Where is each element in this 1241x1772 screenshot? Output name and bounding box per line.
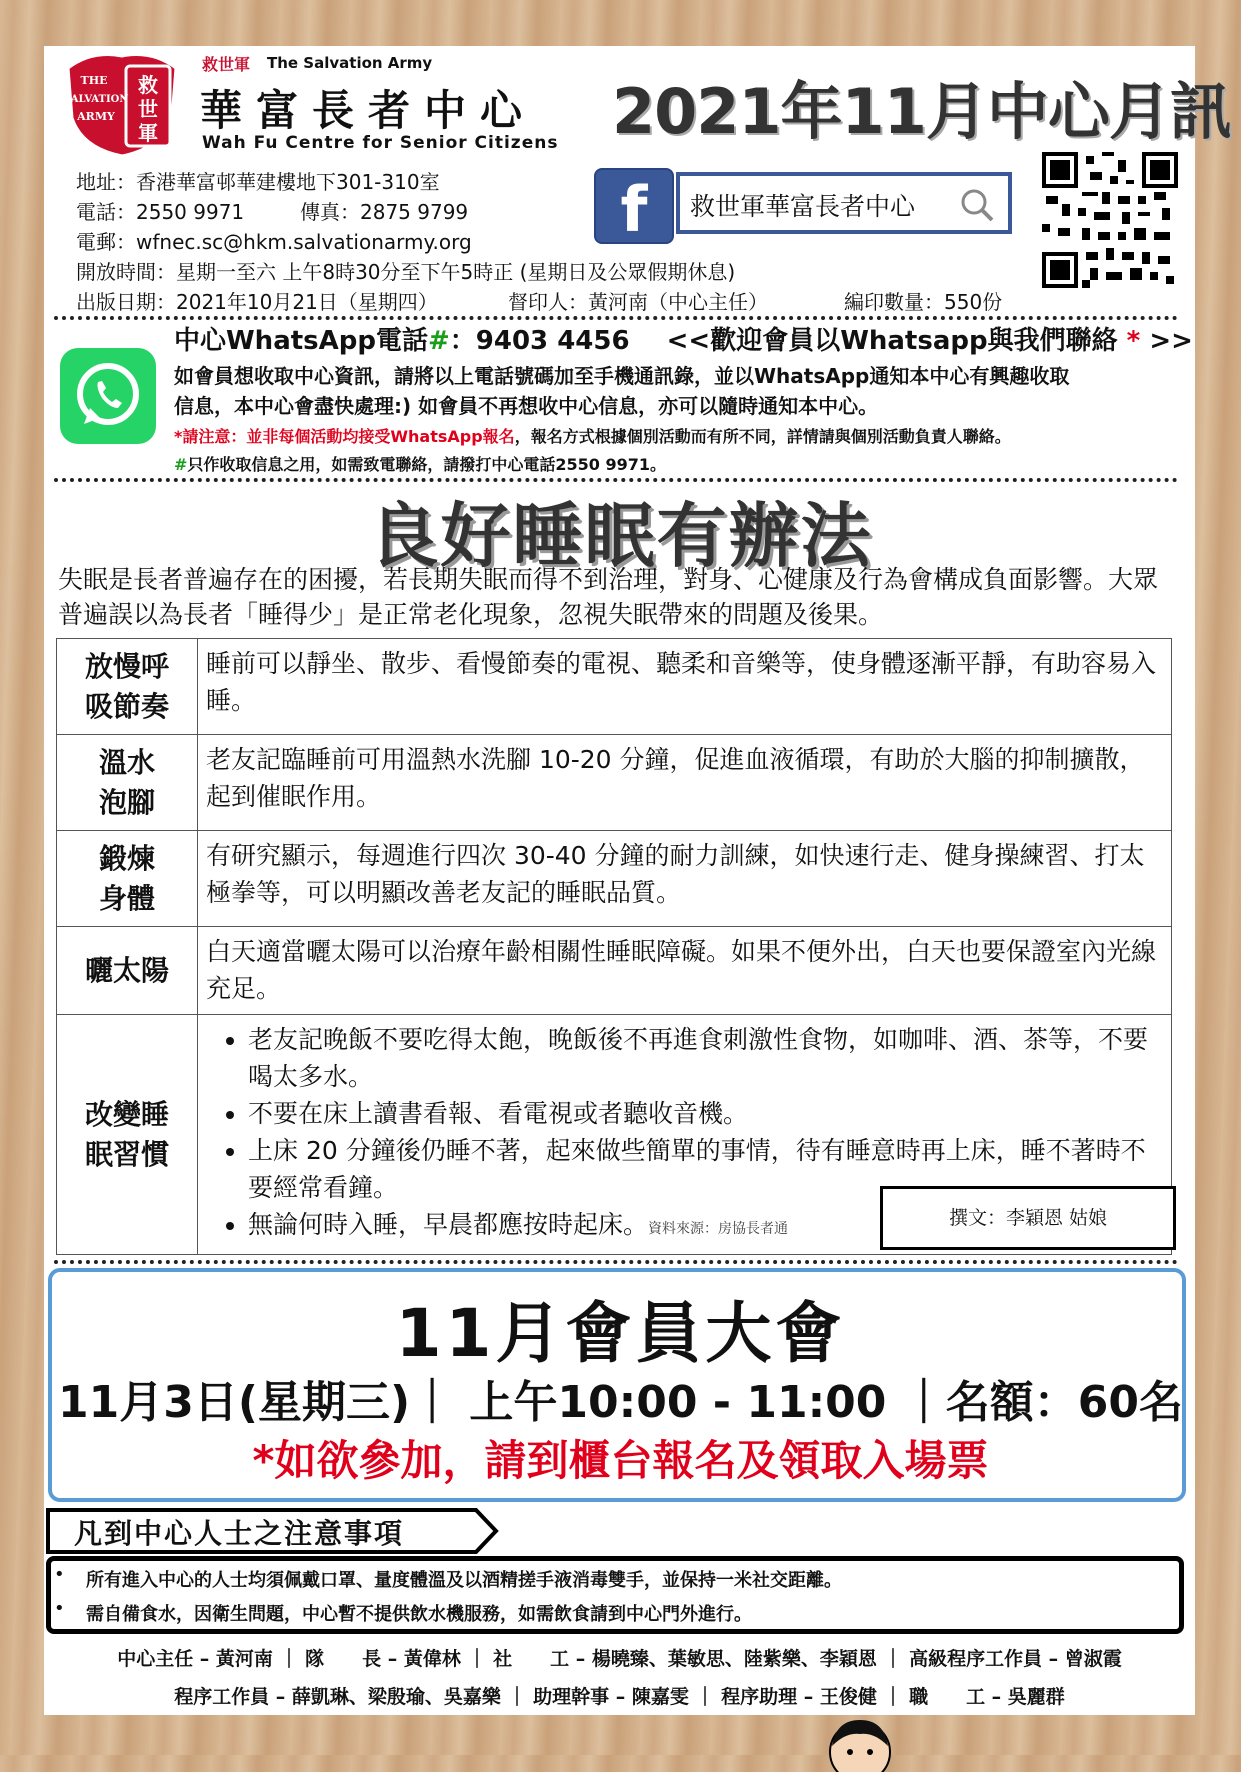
note2-rest: 只作收取信息之用，如需致電聯絡，請撥打中心電話2550 9971。	[187, 455, 667, 474]
table-row	[57, 735, 1172, 831]
welcome-text: <<歡迎會員以Whatsapp與我們聯絡	[666, 326, 1127, 356]
address: 地址：香港華富邨華建樓地下301-310室	[76, 170, 440, 194]
note-red: 並非每個活動均接受WhatsApp報名	[246, 427, 515, 446]
tip-label-line: 改變睡	[84, 1097, 169, 1131]
tip-label-line: 鍛煉	[98, 841, 155, 875]
tip-label-line: 身體	[98, 881, 155, 915]
table-row	[57, 927, 1172, 1015]
publish-date: 出版日期：2021年10月21日（星期四）	[76, 290, 438, 314]
divider	[54, 1260, 1178, 1264]
tip-text: 有研究顯示，每週進行四次 30-40 分鐘的耐力訓練，如快速行走、健身操練習、打太極拳等，可以明顯改善老友記的睡眠品質。	[198, 831, 1172, 927]
whatsapp-hash: #	[427, 326, 450, 356]
tip-text: 睡前可以靜坐、散步、看慢節奏的電視、聽柔和音樂等，使身體逐漸平靜，有助容易入睡。	[198, 639, 1172, 735]
tip-label-line: 吸節奏	[84, 689, 169, 723]
tip-label-line: 泡腳	[98, 785, 155, 819]
whatsapp-line-1: 如會員想收取中心資訊，請將以上電話號碼加至手機通訊錄，並以WhatsApp通知本中心有興趣收取	[174, 364, 1070, 388]
notice-title: 凡到中心人士之注意事項	[74, 1517, 405, 1550]
whatsapp-note-1	[174, 424, 1011, 447]
tip-label-line: 放慢呼	[84, 649, 169, 683]
list-item: • 上床 20 分鐘後仍睡不著，起來做些簡單的事情，待有睡意時再上床，睡不著時不要經常看鐘。	[248, 1132, 1163, 1206]
tip-label	[57, 735, 198, 831]
tip-label-line: 曬太陽	[84, 953, 169, 987]
center-name-zh: 華富長者中心	[200, 86, 537, 135]
table-row	[57, 639, 1172, 735]
center-name-en: Wah Fu Centre for Senior Citizens	[202, 133, 559, 153]
svg-text:THE: THE	[80, 74, 108, 87]
welcome-star: *	[1126, 326, 1141, 356]
svg-text:救: 救	[138, 73, 158, 97]
table-row	[57, 831, 1172, 927]
svg-text:ARMY: ARMY	[77, 110, 115, 123]
note-star: *請注意：	[174, 427, 247, 446]
notice-item: 所有進入中心的人士均須佩戴口罩、量度體溫及以酒精搓手液消毒雙手，並保持一米社交距離。	[86, 1570, 842, 1591]
phone: 電話：2550 9971	[76, 200, 245, 224]
supervisor: 督印人：黃河南（中心主任）	[508, 290, 768, 314]
tip-text: 白天適當曬太陽可以治療年齡相關性睡眠障礙。如果不便外出，白天也要保證室內光線充足。	[198, 927, 1172, 1015]
tip-label-line: 溫水	[98, 745, 155, 779]
note2-hash: #	[174, 455, 188, 474]
fax: 傳真：2875 9799	[300, 200, 469, 224]
email[interactable]: 電郵：wfnec.sc@hkm.salvationarmy.org	[76, 230, 472, 254]
bullet: •	[54, 1598, 65, 1619]
author-box: 撰文：李穎恩 姑娘	[880, 1186, 1176, 1250]
tip-label	[57, 927, 198, 1015]
svg-text:軍: 軍	[138, 121, 158, 145]
whatsapp-icon[interactable]	[60, 348, 156, 444]
meeting-detail: 11月3日(星期三)｜ 上午10:00 - 11:00 ｜名額：60名	[58, 1377, 1183, 1428]
whatsapp-line-2: 信息，本中心會盡快處理:) 如會員不再想收中心信息，亦可以隨時通知本中心。	[174, 394, 879, 418]
whatsapp-note-2	[174, 452, 666, 475]
salvation-army-logo	[62, 48, 180, 158]
sleep-intro: 失眠是長者普遍存在的困擾，若長期失眠而得不到治理，對身、心健康及行為會構成負面影響。大眾普遍誤以為長者「睡得少」是正常老化現象，忽視失眠帶來的問題及後果。	[58, 565, 1159, 629]
whatsapp-number: ：9403 4456	[449, 326, 630, 356]
facebook-search-box[interactable]	[676, 172, 1012, 234]
list-item: • 不要在床上讀書看報、看電視或者聽收音機。	[248, 1095, 1163, 1132]
meeting-note: *如欲參加，請到櫃台報名及領取入場票	[252, 1436, 989, 1485]
tip-label	[57, 831, 198, 927]
facebook-search-text: 救世軍華富長者中心	[690, 192, 916, 221]
notice-item: 需自備食水，因衛生問題，中心暫不提供飲水機服務，如需飲食請到中心門外進行。	[86, 1604, 752, 1625]
note-rest: ，報名方式根據個別活動而有所不同，詳情請與個別活動負責人聯絡。	[514, 427, 1011, 446]
facebook-icon[interactable]: f	[594, 168, 674, 244]
org-name-en: The Salvation Army	[267, 54, 433, 72]
org-name-zh: 救世軍	[202, 55, 251, 74]
welcome-end: >>	[1140, 326, 1193, 356]
habit-text: 無論何時入睡，早晨都應按時起床。	[248, 1210, 649, 1239]
sleep-tips-table	[56, 638, 1172, 1255]
search-icon	[958, 186, 996, 224]
svg-text:SALVATION: SALVATION	[63, 94, 129, 105]
sleep-title: 良好睡眠有辦法	[368, 495, 873, 577]
whatsapp-heading	[174, 320, 1193, 357]
newsletter-title: 2021年11月中心月訊	[612, 75, 1231, 148]
staff-line-2: 程序工作員 – 薛凱琳、梁殷瑜、吳嘉樂 ｜ 助理幹事 – 陳嘉雯 ｜ 程序助理 – 王俊健 ｜ 職 工 – 吳麗群	[174, 1686, 1065, 1708]
whatsapp-welcome	[667, 326, 1193, 356]
person-illustration	[822, 1712, 898, 1772]
bullet: •	[54, 1564, 65, 1585]
list-item: • 老友記晚飯不要吃得太飽，晚飯後不再進食刺激性食物，如咖啡、酒、茶等，不要喝太多水。	[248, 1021, 1163, 1095]
staff-line-1: 中心主任 – 黃河南 ｜ 隊 長 – 黃偉林 ｜ 社 工 – 楊曉臻、葉敏思、陸紫樂、李穎恩 ｜ 高級程序工作員 – 曾淑霞	[117, 1648, 1122, 1670]
tip-label-line: 眠習慣	[84, 1137, 169, 1171]
svg-text:世: 世	[138, 97, 158, 121]
source-note: 資料來源：房協長者通	[648, 1221, 789, 1237]
opening-hours: 開放時間：星期一至六 上午8時30分至下午5時正 (星期日及公眾假期休息)	[76, 260, 736, 284]
tip-label	[57, 1015, 198, 1255]
print-count: 編印數量：550份	[844, 290, 1003, 314]
tip-label	[57, 639, 198, 735]
whatsapp-title: 中心WhatsApp電話	[174, 326, 428, 356]
meeting-title: 11月會員大會	[395, 1295, 846, 1372]
qr-code[interactable]	[1042, 152, 1178, 288]
tip-text: 老友記臨睡前可用溫熱水洗腳 10-20 分鐘，促進血液循環，有助於大腦的抑制擴散，起到催眠作用。	[198, 735, 1172, 831]
